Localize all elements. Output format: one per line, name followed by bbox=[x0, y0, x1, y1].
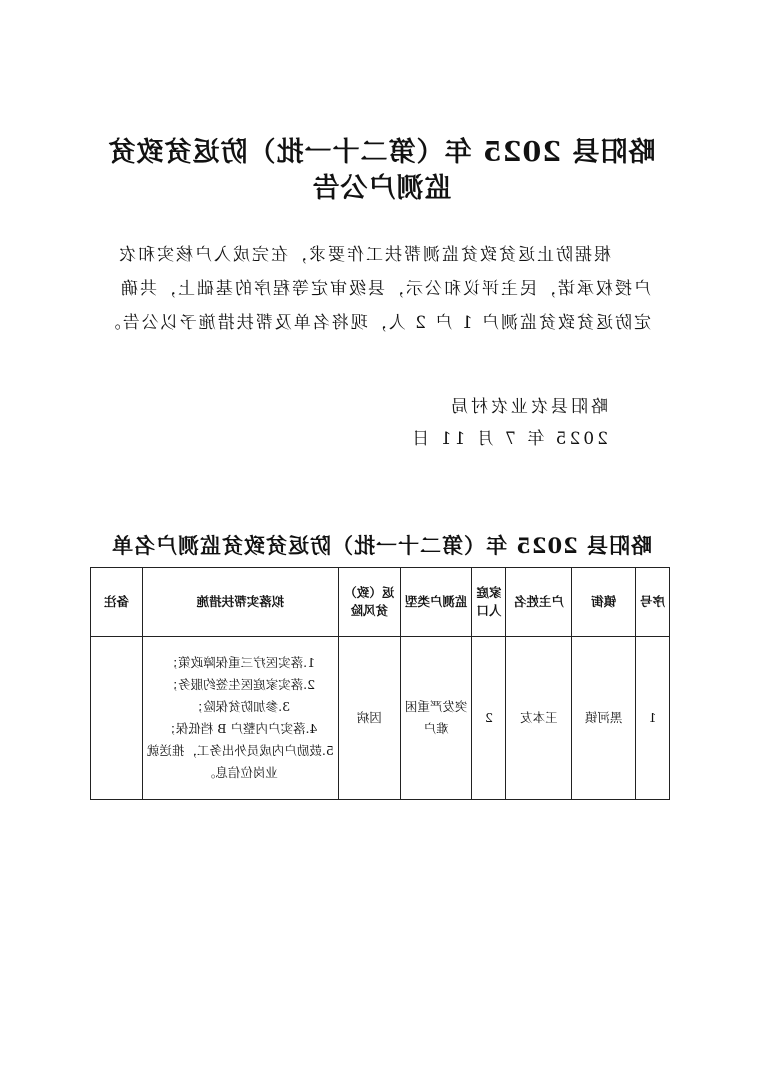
notice-title-line1: 略阳县 2025 年（第二十一批）防返贫致贫 bbox=[107, 137, 656, 168]
cell-members: 2 bbox=[472, 637, 506, 800]
table-row bbox=[91, 637, 670, 800]
roster-table bbox=[90, 567, 670, 800]
measure-item: 2.落实家庭医生签约服务； bbox=[165, 677, 316, 692]
cell-householder: 王本友 bbox=[506, 637, 572, 800]
measure-item: 1.落实医疗三重保障政策； bbox=[165, 655, 316, 670]
header-risk: 返（致）贫风险 bbox=[338, 568, 400, 637]
measure-item: 4.落实户内整户 B 档低保； bbox=[163, 721, 318, 736]
roster-header-row bbox=[91, 568, 670, 637]
notice-title-line2: 监测户公告 bbox=[311, 173, 452, 204]
issue-date: 2025 年 7 月 11 日 bbox=[409, 429, 608, 449]
header-no: 序号 bbox=[636, 568, 670, 637]
cell-type: 突发严重困难户 bbox=[400, 637, 472, 800]
header-measures: 拟落实帮扶措施 bbox=[142, 568, 338, 637]
cell-no: 1 bbox=[636, 637, 670, 800]
header-members: 家庭人口 bbox=[472, 568, 506, 637]
header-householder: 户主姓名 bbox=[506, 568, 572, 637]
cell-measures bbox=[142, 637, 338, 800]
header-town: 镇街 bbox=[572, 568, 636, 637]
cell-risk: 因病 bbox=[338, 637, 400, 800]
roster-title: 略阳县 2025 年（第二十一批）防返贫致贫监测户名单 bbox=[110, 533, 653, 558]
issuing-organization: 略阳县农业农村局 bbox=[448, 397, 608, 417]
cell-remark bbox=[91, 637, 143, 800]
notice-paragraph: 根据防止返贫致贫监测帮扶工作要求，在完成入户核实和农户授权承诺，民主评议和公示，县级审定等程序的基础上，共确定防返贫致贫监测户 1 户 2 人，现将名单及帮扶措施予以公告。 bbox=[101, 245, 651, 333]
measure-item: 5.鼓励户内成员外出务工，推送就业岗位信息。 bbox=[146, 743, 334, 780]
measure-item: 3.参加防贫保险； bbox=[190, 699, 291, 714]
cell-town: 黑河镇 bbox=[572, 637, 636, 800]
header-remark: 备注 bbox=[91, 568, 143, 637]
header-type: 监测户类型 bbox=[400, 568, 472, 637]
